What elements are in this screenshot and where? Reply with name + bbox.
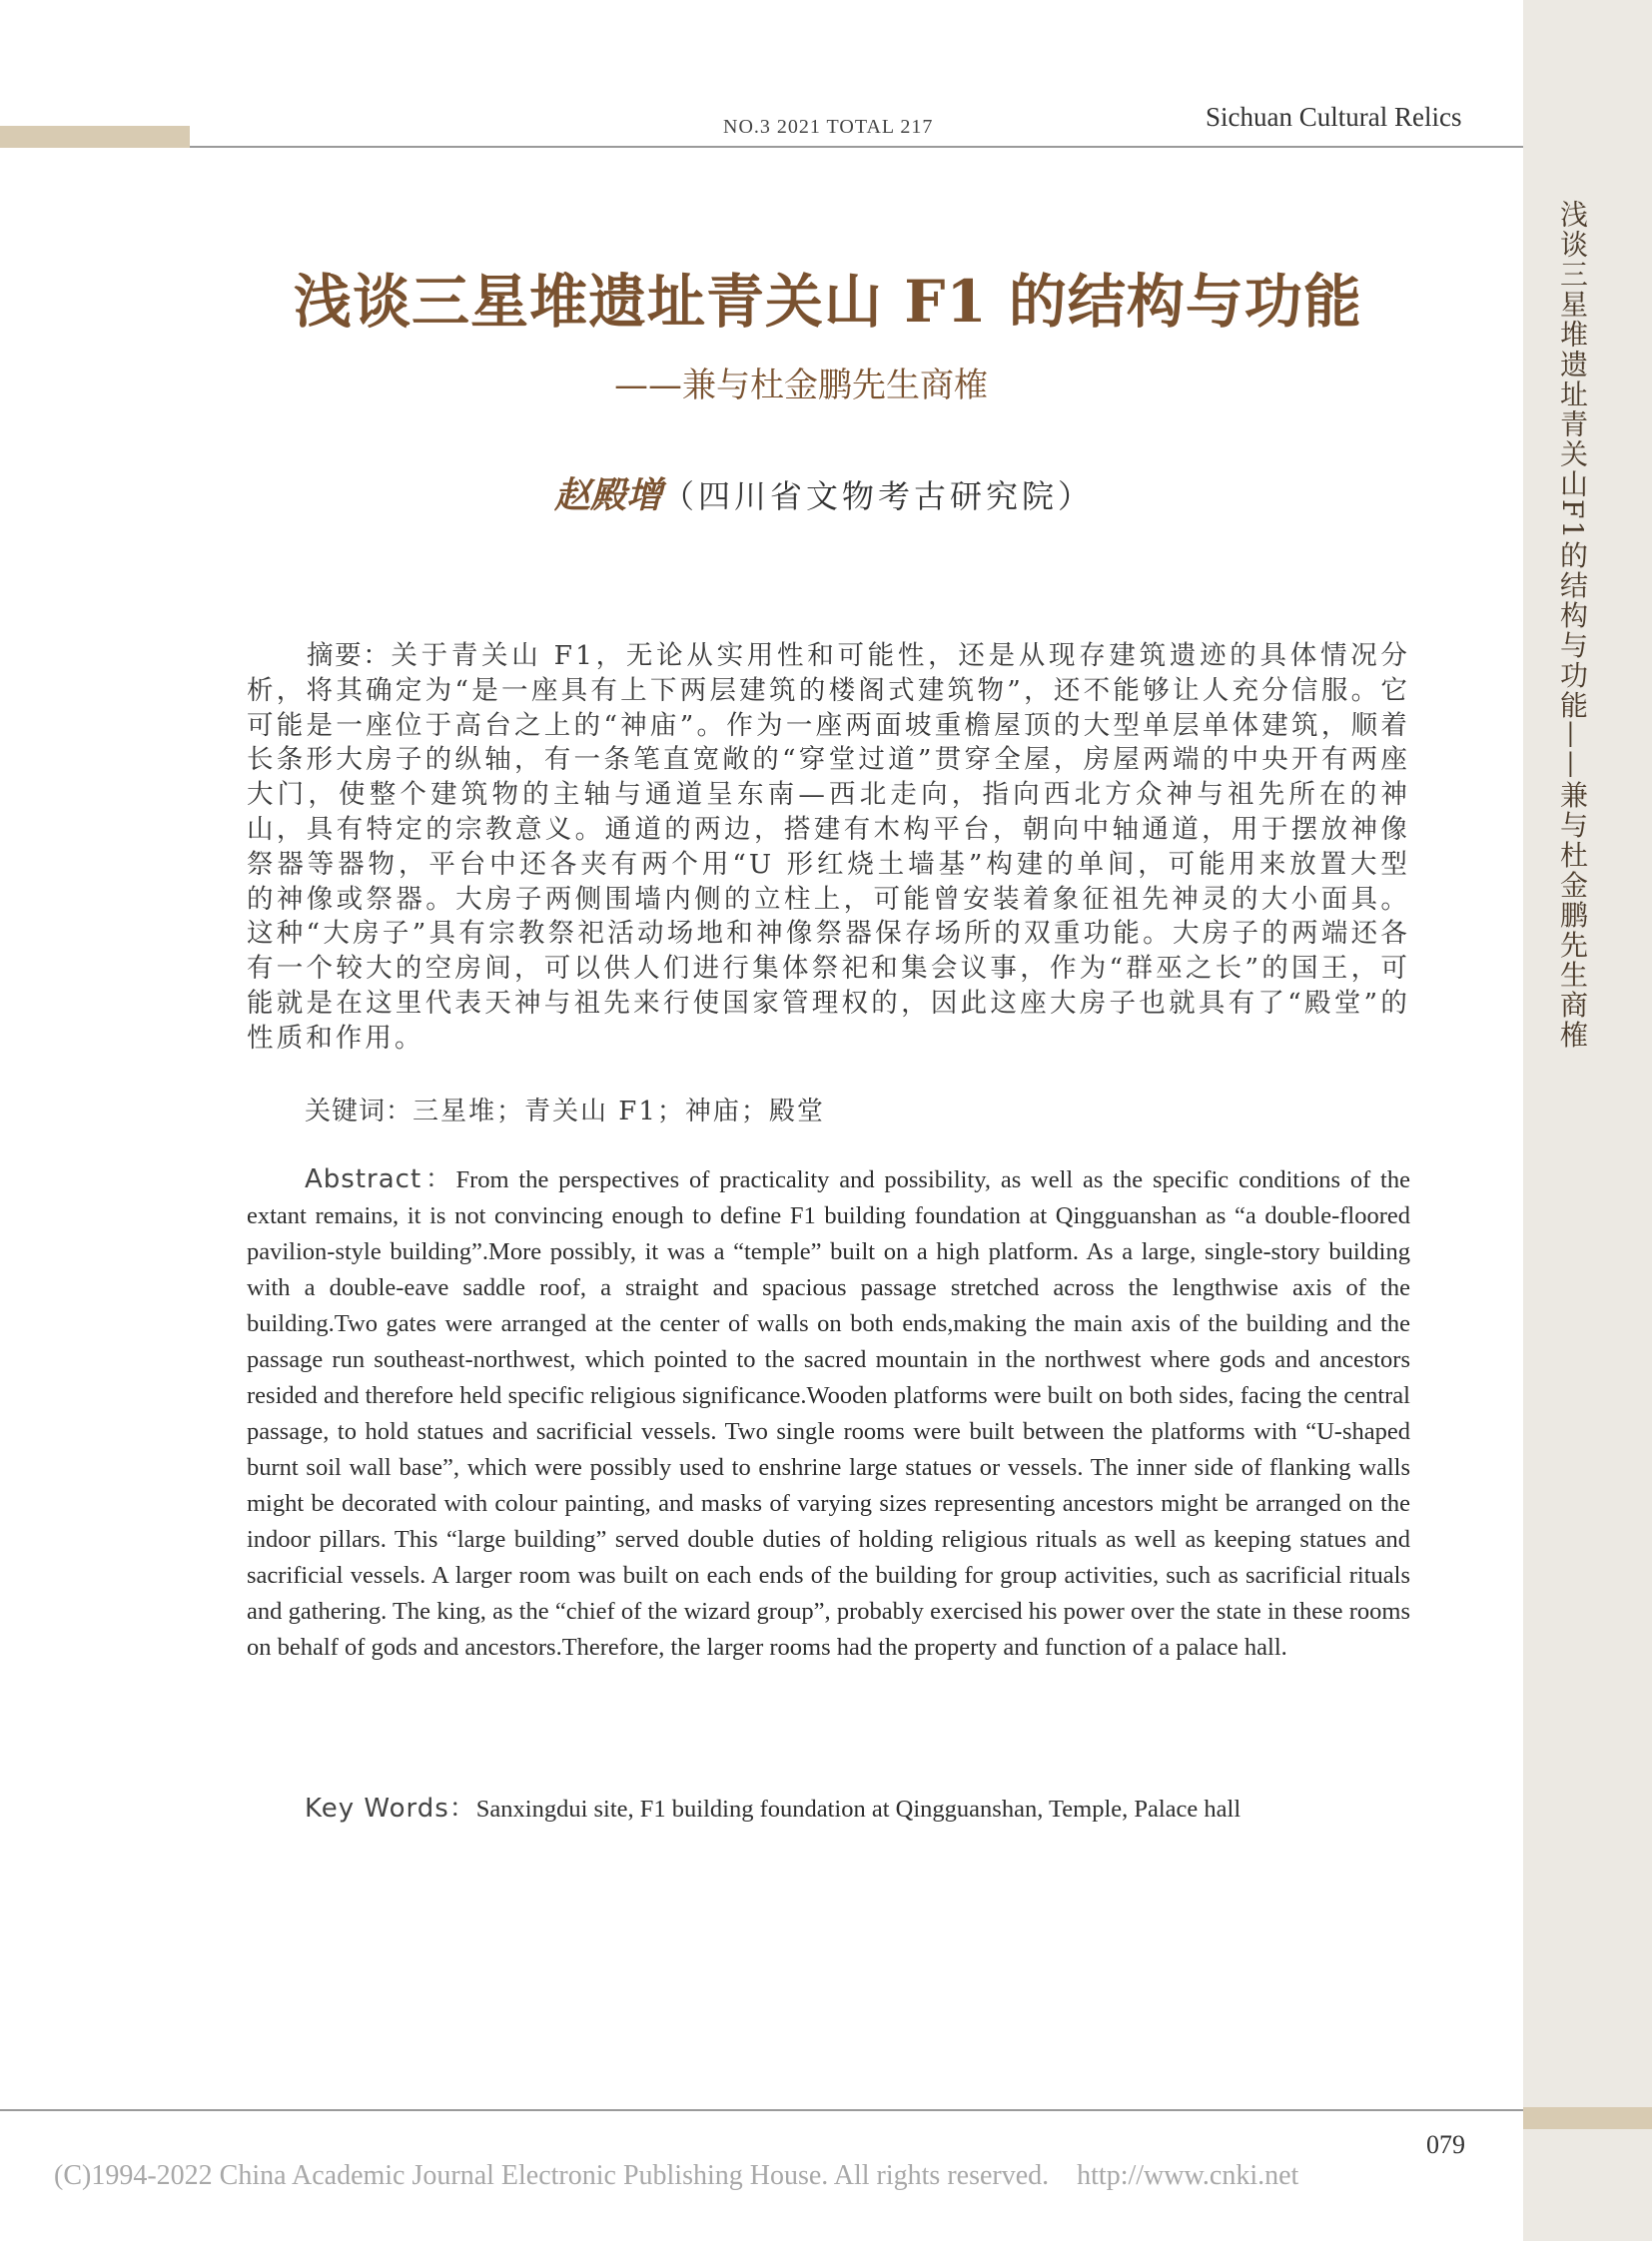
keywords-chinese-text: 三星堆；青关山 F1；神庙；殿堂 (413, 1097, 825, 1126)
abstract-english (247, 1161, 1410, 1666)
copyright-notice: (C)1994-2022 China Academic Journal Electronic Publishing House. All rights reserved. http://www.cnki.net (54, 2160, 1299, 2191)
keywords-chinese (305, 1091, 825, 1127)
keywords-chinese-label: 关键词： (305, 1097, 413, 1126)
author-affiliation: （四川省文物考古研究院） (662, 477, 1095, 515)
abstract-chinese-text: 关于青关山 F1，无论从实用性和可能性，还是从现存建筑遗迹的具体情况分析，将其确定为“是一座具有上下两层建筑的楼阁式建筑物”，还不能够让人充分信服。它可能是一座位于高台之上的“神庙”。作为一座两面坡重檐屋顶的大型单层单体建筑，顺着长条形大房子的纵轴，有一条笔直宽敞的“穿堂过道”贯穿全屋，房屋两端的中央开有两座大门，使整个建筑物的主轴与通道呈东南—西北走向，指向西北方众神与祖先所在的神山，具有特定的宗教意义。通道的两边，搭建有木构平台，朝向中轴通道，用于摆放神像祭器等器物，平台中还各夹有两个用“U 形红烧土墙基”构建的单间，可能用来放置大型的神像或祭器。大房子两侧围墙内侧的立柱上，可能曾安装着象征祖先神灵的大小面具。这种“大房子”具有宗教祭祀活动场地和神像祭器保存场所的双重功能。大房子的两端还各有一个较大的空房间，可以供人们进行集体祭祀和集会议事，作为“群巫之长”的国王，可能就是在这里代表天神与祖先来行使国家管理权的，因此这座大房子也就具有了“殿堂”的性质和作用。 (247, 640, 1411, 1054)
author-line (554, 467, 1094, 518)
keywords-english-text: Sanxingdui site, F1 building foundation at Qingguanshan, Temple, Palace hall (475, 1796, 1241, 1823)
journal-name: Sichuan Cultural Relics (1206, 102, 1462, 132)
abstract-chinese-label: 摘要： (307, 640, 392, 671)
issue-info: NO.3 2021 TOTAL 217 (723, 116, 934, 138)
article-subtitle: ——兼与杜金鹏先生商榷 (614, 366, 988, 405)
article-title: 浅谈三星堆遗址青关山 F1 的结构与功能 (294, 268, 1362, 336)
side-running-title: 浅谈三星堆遗址青关山F1的结构与功能——兼与杜金鹏先生商榷 (1556, 200, 1589, 1051)
abstract-chinese (247, 639, 1410, 1057)
footer-rule (0, 2109, 1523, 2111)
footer-accent-bar (1523, 2107, 1652, 2129)
page-number: 079 (1426, 2130, 1465, 2159)
abstract-english-text: From the perspectives of practicality and possibility, as well as the specific conditions of the extant remains, it is not convincing enough to define F1 building foundation at Qingguanshan as “a double-floored pavilion-style building”.More possibly, it was a “temple” built on a high platform. As a large, single-story building with a double-eave saddle roof, a straight and spacious passage stretched across the lengthwise axis of the building.Two gates were arranged at the center of walls on both ends,making the main axis of the building and the passage run southeast-northwest, which pointed to the sacred mountain in the northwest where gods and ancestors resided and therefore held specific religious significance.Wooden platforms were built on both sides, facing the central passage, to hold statues and sacrificial vessels. Two single rooms were built between the platforms with “U-shaped burnt soil wall base”, which were possibly used to enshrine large statues or vessels. The inner side of flanking walls might be decorated with colour painting, and masks of varying sizes representing ancestors might be arranged on the indoor pillars. This “large building” served double duties of holding religious rituals as well as keeping statues and sacrificial vessels. A larger room was built on each ends of the building for group activities, such as sacrificial rituals and gathering. The king, as the “chief of the wizard group”, probably exercised his power over the state in these rooms on behalf of gods and ancestors.Therefore, the larger rooms had the property and function of a palace hall. (247, 1166, 1410, 1661)
header-accent-bar (0, 126, 190, 148)
keywords-english-label: Key Words： (305, 1794, 476, 1824)
author-name: 赵殿增 (554, 474, 663, 516)
keywords-english (247, 1791, 1410, 1828)
abstract-english-label: Abstract： (305, 1164, 456, 1194)
header-rule (190, 146, 1523, 148)
